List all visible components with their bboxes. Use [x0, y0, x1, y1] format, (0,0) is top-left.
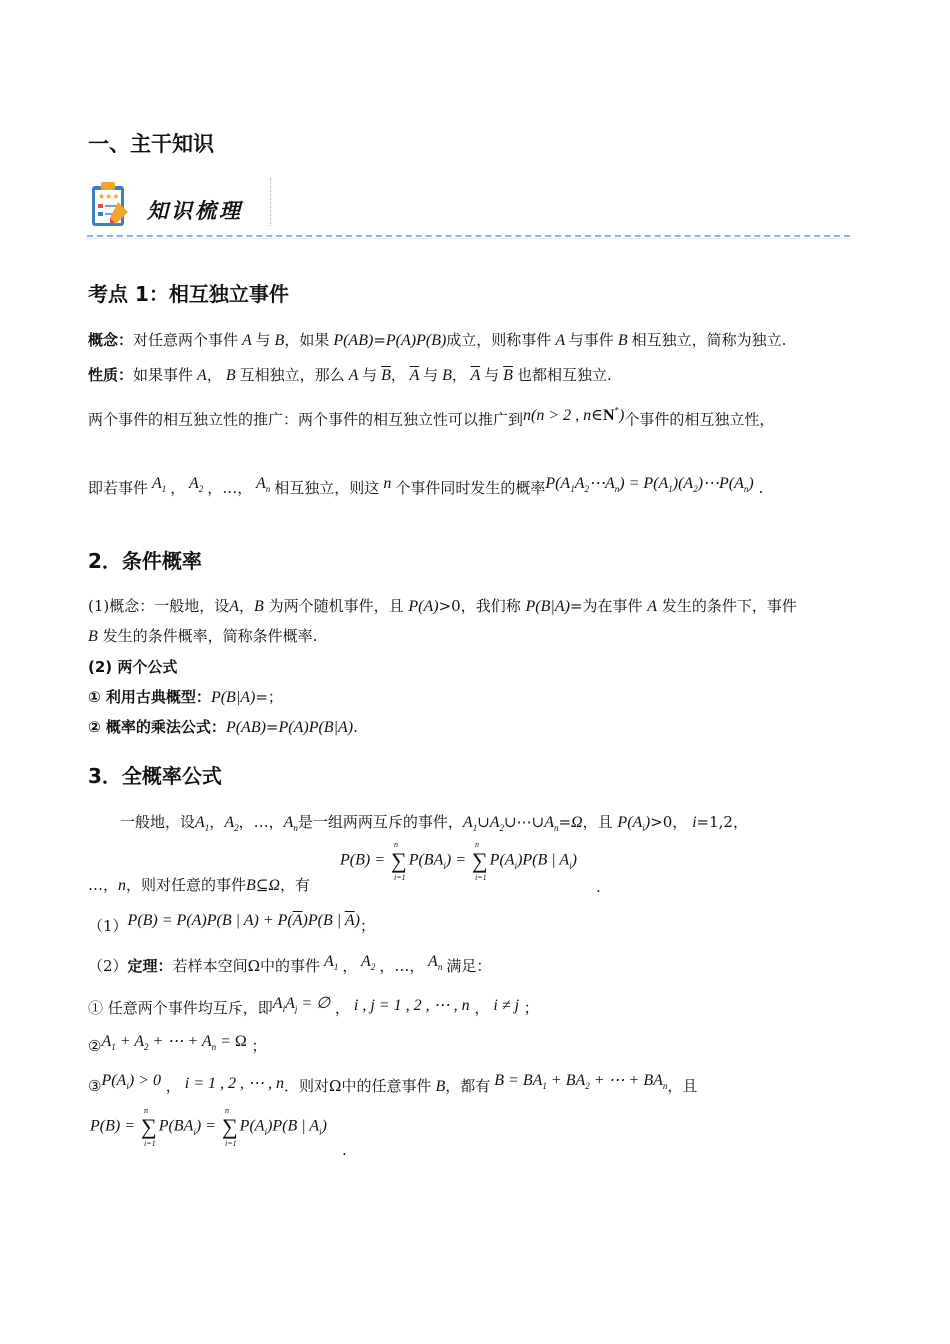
topic1-product-rule: 即若事件 $A_1$ ， $A_2$ ，…， $A_n$ 相互独立，则这 n 个事件同时发生的概率$P(A_1A_2\cdots A_n)$ = $P(A_1)(A_2)\cdots P(A_n)$ . [88, 475, 764, 497]
text: 两个事件的相互独立性的推广：两个事件的相互独立性可以推广到 [88, 410, 524, 429]
text: 是一组两两互斥的事件， [297, 813, 463, 831]
period: . [596, 878, 601, 896]
topic2-formula1: ① 利用古典概型：P(B|A)=； [88, 688, 283, 706]
text: 相互独立，简称为独立. [631, 331, 787, 349]
topic2-concept-line2: B 发生的条件概率，简称条件概率. [88, 627, 318, 645]
text: 互相独立，那么 [239, 366, 345, 384]
topic2-concept-line1: (1)概念：一般地，设A，B 为两个随机事件，且 P(A)>0，我们称 P(B|A)=为在事件 A 发生的条件下，事件 [88, 597, 797, 615]
text: 发生的条件下，事件 [661, 597, 797, 615]
text: 中的事件 [260, 957, 321, 975]
banner-divider [270, 178, 272, 226]
text: 成立，则称事件 [446, 331, 552, 349]
text: 发生的条件概率，简称条件概率. [102, 627, 318, 645]
banner-underline [87, 235, 850, 237]
text: ，如果 [284, 331, 330, 349]
text: (1)概念：一般地，设 [88, 597, 230, 615]
banner-label: 知识梳理 [147, 198, 243, 223]
text: ② 概率的乘法公式： [88, 718, 226, 736]
text: 相互独立，则这 [274, 479, 380, 497]
text: ③ [88, 1077, 102, 1095]
text: ，则对任意的事件 [126, 876, 247, 894]
text: 定理： [127, 957, 173, 975]
topic3-item1: （1）P(B) = P(A)P(B | $A) + P(\overline{A})P(B$ | $\overline{A}$)； [88, 912, 375, 935]
text: 即若事件 [88, 479, 149, 497]
topic1-property: 性质：如果事件 A， B 互相独立，那么 A 与 $\overline{B}$， $\overline{A}$ 与 B， $\overline{A}$ 与 $\overline{B}$ 也都相互独立. [88, 366, 612, 384]
text: ．则对 [284, 1077, 330, 1095]
property-label: 性质： [88, 366, 134, 384]
topic1-title: 考点 1：相互独立事件 [88, 282, 289, 306]
text: 中的任意事件 [341, 1077, 432, 1095]
text: =为在事件 [569, 597, 643, 615]
topic3-item2: （2）定理：若样本空间Ω中的事件 $A_1$ ， $A_2$ ，…， $A_n$ 满足： [88, 953, 492, 975]
topic3-title: 3．全概率公式 [88, 764, 222, 788]
topic2-formula-heading: (2) 两个公式 [88, 658, 178, 676]
svg-text:★★★: ★★★ [98, 192, 120, 201]
text: ① 利用古典概型： [88, 688, 211, 706]
total-probability-formula-1: P(B) = ∑ n i=1 $P(BA_i)$ = ∑ n i=1 $P(A_i)P(B$ | $A_i$) [340, 840, 577, 882]
text: 个事件同时发生的概率 [395, 479, 546, 497]
topic2-formula2: ② 概率的乘法公式：P(AB)=P(A)P(B|A). [88, 718, 358, 736]
text: ，都有 [445, 1077, 491, 1095]
text: 为两个随机事件，且 [268, 597, 404, 615]
text: 也都相互独立. [516, 366, 612, 384]
topic3-condition2: $②A_1 + A_2$ + ⋯ + $A_n = \Omega$ ； [88, 1033, 267, 1055]
text: ， [103, 876, 119, 894]
clipboard-icon [88, 180, 134, 230]
text: ，有 [279, 876, 310, 894]
text: ① 任意两个事件均互斥，即 [88, 999, 273, 1017]
text: 与事件 [568, 331, 614, 349]
topic3-condition3: $③P(A_i) > 0$ ， i = 1 , 2 , ⋯ , n．则对Ω中的任意事件 B，都有 $B = BA_1 + BA_2$ + ⋯ + $BA_n$，且 [88, 1072, 698, 1095]
period: . [342, 1141, 347, 1159]
text: （2） [88, 957, 128, 975]
text: ， [732, 813, 748, 831]
topic2-title: 2．条件概率 [88, 549, 202, 573]
text: （1） [88, 917, 128, 935]
text: ，且 [582, 813, 613, 831]
section-title: 一、主干知识 [88, 132, 214, 156]
text: ，且 [667, 1077, 698, 1095]
text: 对任意两个事件 [133, 331, 239, 349]
text: 如果事件 [133, 366, 194, 384]
text: 与 [255, 331, 271, 349]
text: 个事件的相互独立性， [624, 410, 775, 429]
text: 若样本空间 [172, 957, 248, 975]
topic3-condition1: ① 任意两个事件均互斥，即$A_iA_j$ = ∅ ， i , j = 1 , 2 , ⋯ , n ， i ≠ j ； [88, 995, 539, 1017]
total-probability-formula-2: P(B) = ∑ n i=1 $P(BA_i)$ = ∑ n i=1 $P(A_i)P(B$ | $A_i$) [90, 1106, 327, 1148]
text: ② [88, 1037, 102, 1055]
topic3-intro: 一般地，设$A_1$，$A_2$，…，$A_n$是一组两两互斥的事件，$A_1\cup A_2\cup\cdots\cup A_n=\Omega$，且 $P(A_i)>0$， i=1,2， [120, 813, 748, 834]
banner-underline-secondary [87, 238, 850, 239]
text: 满足： [446, 957, 492, 975]
topic3-line2: …，n，则对任意的事件B⊆Ω，有 [88, 876, 310, 894]
text: ，我们称 [460, 597, 521, 615]
concept-label: 概念： [88, 331, 134, 349]
text: ， [672, 813, 688, 831]
topic1-generalization: 两个事件的相互独立性的推广：两个事件的相互独立性可以推广到n(n > 2 , n∈N*)个事件的相互独立性， [88, 406, 775, 429]
topic1-concept: 概念：对任意两个事件 A 与 B，如果 P(AB)=P(A)P(B)成立，则称事件 A 与事件 B 相互独立，简称为独立. [88, 331, 787, 349]
text: 一般地，设 [120, 813, 196, 831]
